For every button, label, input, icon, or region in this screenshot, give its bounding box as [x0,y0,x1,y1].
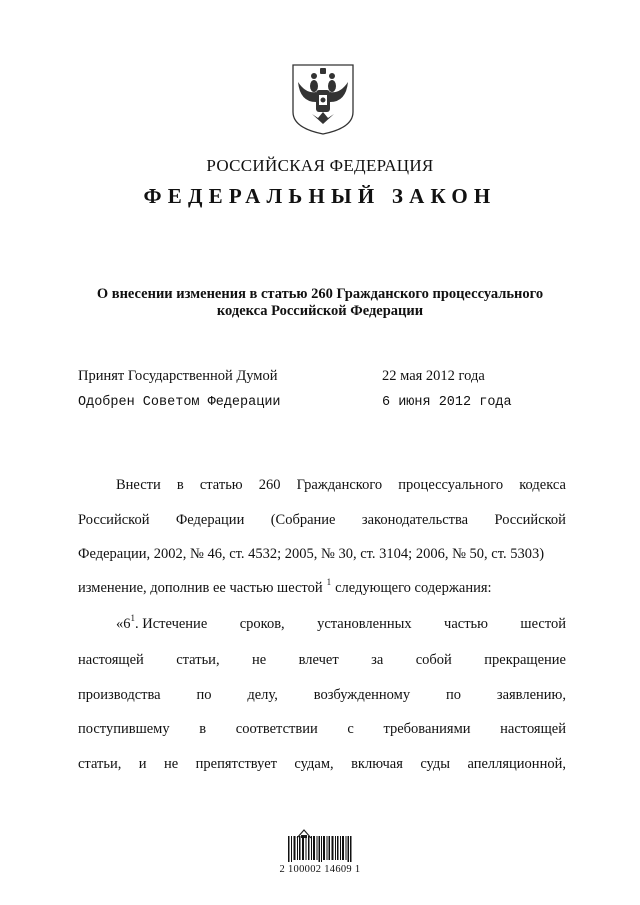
law-title [60,286,580,320]
word: законодательства [361,512,469,528]
word: Гражданского [296,477,383,493]
word: статьи, [78,756,122,772]
barcode-number: 2 100002 14609 1 [279,864,361,875]
word: возбужденному [313,687,411,703]
word: собой [415,652,452,668]
country-heading: РОССИЙСКАЯ ФЕДЕРАЦИЯ [206,156,434,175]
word: Федерации [175,512,245,528]
word: суды [420,756,451,772]
duma-adoption-label: Принят Государственной Думой [78,368,278,384]
body-line [78,721,566,738]
word: шестой [520,616,566,632]
body-line [78,652,566,669]
body-line [78,577,566,597]
body-line [78,687,566,704]
word: статьи, [176,652,220,668]
word: статью [199,477,243,493]
word: процессуального [398,477,504,493]
text: изменение, дополнив ее частью шестой [78,580,323,596]
word: производства [78,687,161,703]
word: по [196,687,212,703]
word: (Собрание [270,512,336,528]
body-line [78,546,566,563]
document-type-heading: ФЕДЕРАЛЬНЫЙ ЗАКОН [143,184,497,208]
word: настоящей [78,652,144,668]
duma-adoption-date: 22 мая 2012 года [382,368,485,384]
word: не [252,652,267,668]
word: влечет [298,652,339,668]
word: Российской [78,512,150,528]
word: за [371,652,384,668]
word: сроков, [239,616,285,632]
word: по [445,687,461,703]
body-line [116,477,566,494]
barcode-icon [288,836,352,867]
amendment-text [78,577,332,597]
word: поступившему [78,721,170,737]
body-line [116,613,566,633]
word: частью [444,616,488,632]
word: апелляционной, [467,756,566,772]
superscript: 1 [130,613,135,623]
part-number [116,613,208,633]
word: установленных [317,616,412,632]
word: требованиями [383,721,471,737]
coat-of-arms-icon [290,62,356,136]
word: кодекса [519,477,566,493]
text: . Истечение [135,616,208,632]
word: с [347,721,354,737]
word: настоящей [500,721,566,737]
text: следующего содержания: [335,580,492,596]
body-line [78,512,566,529]
word: заявлению, [496,687,566,703]
superscript: 1 [326,577,332,587]
word: и [138,756,147,772]
word: препятствует [195,756,277,772]
word: судам, [294,756,334,772]
law-title-line-1: О внесении изменения в статью 260 Гражданского процессуального [96,286,544,302]
law-title-line-2: кодекса Российской Федерации [216,303,424,319]
word: в [199,721,207,737]
body-line [78,756,566,773]
word: делу, [247,687,278,703]
word: Внести [116,477,161,493]
word: соответствии [235,721,318,737]
word: Российской [494,512,566,528]
text: «6 [116,616,131,632]
council-approval-label: Одобрен Советом Федерации [78,395,281,410]
citation-text: Федерации, 2002, № 46, ст. 4532; 2005, № 30, ст. 3104; 2006, № 50, ст. 5303) [78,546,545,562]
word: не [164,756,179,772]
word: 260 [258,477,281,493]
word: включая [351,756,403,772]
word: прекращение [484,652,566,668]
council-approval-date: 6 июня 2012 года [382,395,512,410]
word: в [176,477,184,493]
